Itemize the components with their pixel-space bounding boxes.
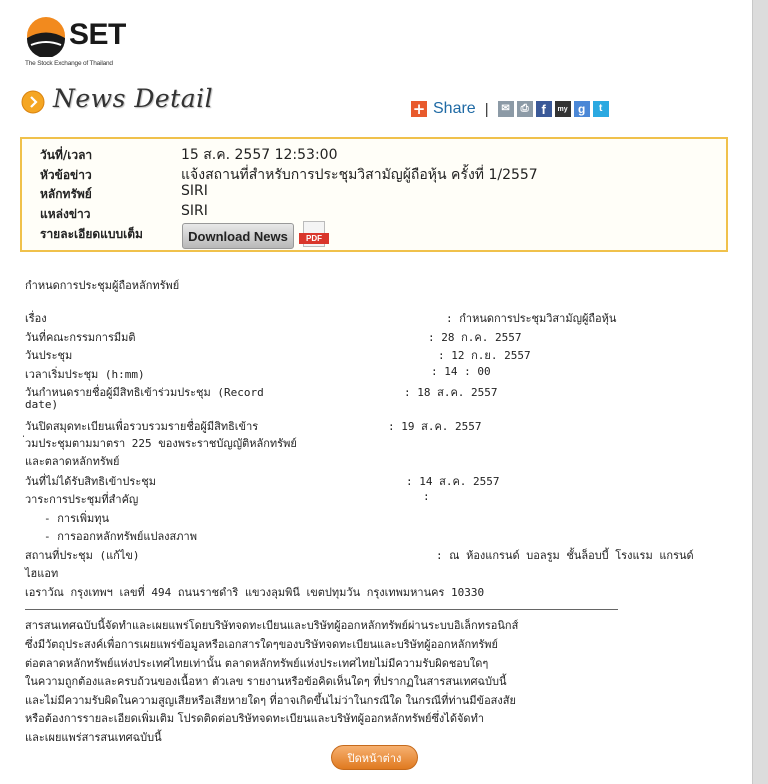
headline-label: หัวข้อข่าว bbox=[40, 168, 92, 182]
book-closing-label: วันปิดสมุดทะเบียนเพื่อรวบรวมรายชื่อผู้มีสิทธิเข้าร bbox=[25, 420, 259, 433]
disclaimer-line: ในความถูกต้องและครบถ้วนของเนื้อหา ตัวเลข รายงานหรือข้อคิดเห็นใดๆ ที่ปรากฏในสารสนเทศฉบับนี้ bbox=[25, 675, 507, 688]
source-value: SIRI bbox=[181, 203, 208, 219]
arrow-bullet-icon bbox=[21, 90, 45, 114]
book-closing-label-cont2: และตลาดหลักทรัพย์ bbox=[25, 455, 120, 468]
full-detail-label: รายละเอียดแบบเต็ม bbox=[40, 227, 143, 241]
pdf-icon[interactable] bbox=[299, 221, 329, 249]
share-separator: | bbox=[484, 100, 489, 118]
page-title: News Detail bbox=[53, 84, 214, 113]
set-logo[interactable] bbox=[25, 15, 125, 70]
share-bar bbox=[411, 99, 612, 119]
disclaimer-line: ซึ่งมีวัตถุประสงค์เพื่อการเผยแพร่ข้อมูลหรือเอกสารใดๆของบริษัทจดทะเบียนและบริษัทผู้ออกหลักทรัพย์ bbox=[25, 638, 499, 651]
logo-text: SET bbox=[69, 18, 126, 51]
no-right-date-value: : 14 ส.ค. 2557 bbox=[406, 475, 500, 488]
subject-label: เรื่อง bbox=[25, 312, 47, 325]
no-right-date-label: วันที่ไม่ได้รับสิทธิเข้าประชุม bbox=[25, 475, 156, 488]
date-value: 15 ส.ค. 2557 12:53:00 bbox=[181, 147, 338, 163]
download-news-button[interactable]: Download News bbox=[182, 223, 294, 249]
meeting-date-value: : 12 ก.ย. 2557 bbox=[438, 349, 531, 362]
agenda-colon: : bbox=[423, 490, 430, 503]
board-date-label: วันที่คณะกรรมการมีมติ bbox=[25, 331, 136, 344]
board-date-value: : 28 ก.ค. 2557 bbox=[428, 331, 522, 344]
book-closing-label-cont: ่วมประชุมตามมาตรา 225 ของพระราชบัญญัติหลักทรัพย์ bbox=[25, 437, 297, 450]
email-icon[interactable]: ✉ bbox=[498, 101, 514, 117]
record-date-label-cont: date) bbox=[25, 398, 59, 411]
record-date-label: วันกำหนดรายชื่อผู้มีสิทธิเข้าร่วมประชุม (Record bbox=[25, 386, 264, 399]
book-closing-value: : 19 ส.ค. 2557 bbox=[388, 420, 482, 433]
venue-address: เอราวัณ กรุงเทพฯ เลขที่ 494 ถนนราชดำริ แขวงลุมพินี เขตปทุมวัน กรุงเทพมหานคร 10330 bbox=[25, 586, 485, 599]
security-value: SIRI bbox=[181, 183, 208, 199]
disclaimer-line: ต่อตลาดหลักทรัพย์แห่งประเทศไทยเท่านั้น ตลาดหลักทรัพย์แห่งประเทศไทยไม่มีความรับผิดชอบใดๆ bbox=[25, 657, 489, 670]
print-icon[interactable]: ⎙ bbox=[517, 101, 533, 117]
google-plus-icon[interactable]: g bbox=[574, 101, 590, 117]
share-link[interactable]: Share bbox=[433, 100, 476, 117]
close-window-button[interactable]: ปิดหน้าต่าง bbox=[331, 745, 418, 770]
meeting-time-value: : 14 : 00 bbox=[431, 365, 491, 378]
disclaimer-line: หรือต้องการรายละเอียดเพิ่มเติม โปรดติดต่อบริษัทจดทะเบียนและบริษัทผู้ออกหลักทรัพย์ซึ่งได้จัดทำ bbox=[25, 712, 484, 725]
myspace-icon[interactable]: my bbox=[555, 101, 571, 117]
share-plus-icon[interactable]: + bbox=[412, 99, 426, 118]
venue-value-cont: ไฮแอท bbox=[25, 567, 59, 580]
meeting-time-label: เวลาเริ่มประชุม (h:mm) bbox=[25, 368, 145, 381]
disclaimer-line: สารสนเทศฉบับนี้จัดทำและเผยแพร่โดยบริษัทจดทะเบียนและบริษัทผู้ออกหลักทรัพย์ผ่านระบบอิเล็กทรอนิกส์ bbox=[25, 619, 519, 632]
agenda-item: - การเพิ่มทุน bbox=[44, 512, 110, 525]
divider bbox=[25, 609, 618, 610]
logo-subtitle: The Stock Exchange of Thailand bbox=[25, 60, 113, 67]
source-label: แหล่งข่าว bbox=[40, 207, 91, 221]
agenda-label: วาระการประชุมที่สำคัญ bbox=[25, 493, 139, 506]
set-logo-mark-icon bbox=[25, 15, 67, 57]
disclaimer-line: และเผยแพร่สารสนเทศฉบับนี้ bbox=[25, 731, 162, 744]
venue-value: : ณ ห้องแกรนด์ บอลรูม ชั้นล็อบบี้ โรงแรม แกรนด์ bbox=[436, 549, 694, 562]
date-label: วันที่/เวลา bbox=[40, 148, 93, 162]
twitter-icon[interactable]: t bbox=[593, 101, 609, 117]
agenda-item: - การออกหลักทรัพย์แปลงสภาพ bbox=[44, 530, 197, 543]
security-label: หลักทรัพย์ bbox=[40, 187, 92, 201]
disclaimer-line: และไม่มีความรับผิดในความสูญเสียหรือเสียหายใดๆ ที่อาจเกิดขึ้นไม่ว่าในกรณีใด ในกรณีที่ท่านมีข้อสงสัย bbox=[25, 694, 516, 707]
news-info-box bbox=[20, 137, 728, 252]
pdf-tag: PDF bbox=[299, 233, 329, 244]
headline-value: แจ้งสถานที่สำหรับการประชุมวิสามัญผู้ถือหุ้น ครั้งที่ 1/2557 bbox=[181, 167, 538, 183]
venue-label: สถานที่ประชุม (แก้ไข) bbox=[25, 549, 140, 562]
notice-title: กำหนดการประชุมผู้ถือหลักทรัพย์ bbox=[25, 279, 180, 292]
facebook-icon[interactable]: f bbox=[536, 101, 552, 117]
record-date-value: : 18 ส.ค. 2557 bbox=[404, 386, 498, 399]
meeting-date-label: วันประชุม bbox=[25, 349, 73, 362]
window-edge bbox=[753, 0, 768, 784]
subject-value: : กำหนดการประชุมวิสามัญผู้ถือหุ้น bbox=[446, 312, 617, 325]
